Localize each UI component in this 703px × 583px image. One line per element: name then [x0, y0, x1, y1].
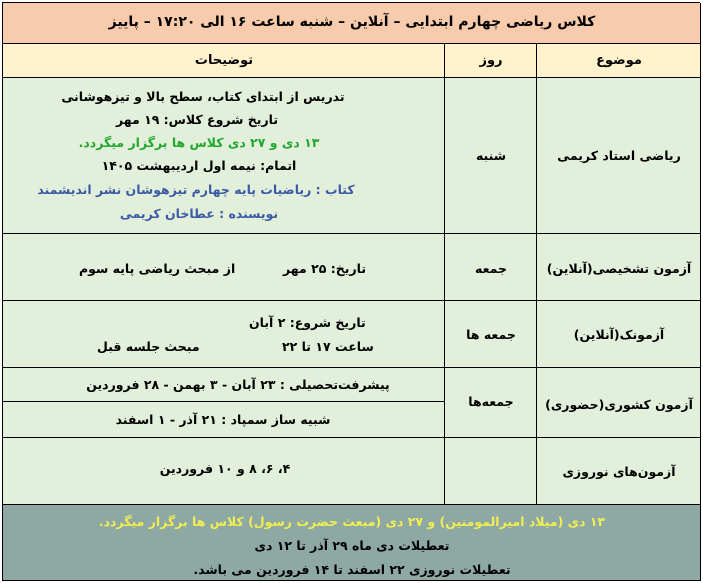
row5-topic: آزمون‌های نوروزی: [562, 464, 676, 479]
header-topic-cell: [537, 44, 701, 78]
footer-line3: تعطیلات نوروزی ۲۲ اسفند تا ۱۴ فروردین می باشد.: [193, 562, 511, 577]
row2-desc-cell: [3, 234, 445, 301]
page-title: کلاس ریاضی چهارم ابتدایی – آنلاین – شنبه ساعت ۱۶ الی ۱۷:۲۰ – پاییز: [108, 14, 596, 30]
row1-desc-line1: تدریس از ابتدای کتاب، سطح بالا و تیزهوشانی: [61, 89, 345, 104]
header-topic: موضوع: [596, 53, 642, 68]
footer-notes: [3, 505, 701, 581]
row3-topic-cell: [537, 301, 701, 368]
header-desc: توضیحات: [194, 53, 254, 68]
row3-desc-cell: [3, 301, 445, 368]
row1-day: شنبه: [475, 148, 507, 163]
row1-desc-line5: کتاب : ریاضیات پایه چهارم تیزهوشان نشر اندیشمند: [37, 182, 355, 197]
row2-topic: آزمون تشخیصی(آنلاین): [546, 261, 692, 276]
row3-topic: آزمونک(آنلاین): [573, 327, 665, 342]
row1-topic: ریاضی استاد کریمی: [557, 148, 681, 163]
row3-desc-time: ساعت ۱۷ تا ۲۲: [282, 339, 374, 354]
title-row: [3, 3, 701, 44]
header-day-cell: [445, 44, 537, 78]
row3-desc-scope: مبحث جلسه قبل: [97, 339, 200, 354]
row2-day-cell: [445, 234, 537, 301]
header-desc-cell: [3, 44, 445, 78]
row5-topic-cell: [537, 438, 701, 505]
row1-desc-line2: تاریخ شروع کلاس: ۱۹ مهر: [115, 112, 279, 127]
row3-day-cell: [445, 301, 537, 368]
footer-line1: ۱۳ دی (میلاد امیرالمومنین) و ۲۷ دی (مبعث حضرت رسول) کلاس ها برگزار میگردد.: [98, 514, 606, 529]
row5-desc-cell: [3, 438, 445, 505]
row2-topic-cell: [537, 234, 701, 301]
row4-desc-line1: پیشرفت‌تحصیلی : ۲۳ آبان - ۳ بهمن - ۲۸ فروردین: [86, 377, 390, 392]
row4-topic: آزمون کشوری(حضوری): [545, 397, 693, 412]
row2-day: جمعه: [474, 261, 508, 276]
row4-desc-cell-a: [3, 368, 445, 402]
row3-desc-start: تاریخ شروع: ۲ آبان: [249, 315, 366, 330]
row4-day-cell: [445, 368, 537, 438]
header-day: روز: [479, 53, 503, 68]
row2-desc-scope: از مبحث ریاضی پایه سوم: [79, 261, 236, 276]
row4-topic-cell: [537, 368, 701, 438]
row1-desc-line6: نویسنده : عطاخان کریمی: [119, 206, 279, 221]
row3-day: جمعه ها: [466, 327, 516, 342]
row1-desc-cell: [3, 78, 445, 234]
row1-day-cell: [445, 78, 537, 234]
row1-desc-line4: اتمام: نیمه اول اردیبهشت ۱۴۰۵: [101, 158, 297, 173]
footer-line2: تعطیلات دی ماه ۲۹ آذر تا ۱۲ دی: [254, 538, 450, 553]
row2-desc-date: تاریخ: ۲۵ مهر: [283, 261, 367, 276]
row4-desc-line2: شبیه ساز سمپاد : ۲۱ آذر - ۱ اسفند: [115, 412, 331, 427]
row5-desc-line1: ۴، ۶، ۸ و ۱۰ فروردین: [159, 461, 291, 476]
row1-topic-cell: [537, 78, 701, 234]
row4-day: جمعه‌ها: [468, 394, 514, 409]
row5-day-cell: [445, 438, 537, 505]
row1-desc-line3: ۱۳ دی و ۲۷ دی کلاس ها برگزار میگردد.: [78, 135, 320, 150]
row4-desc-cell-b: [3, 402, 445, 438]
